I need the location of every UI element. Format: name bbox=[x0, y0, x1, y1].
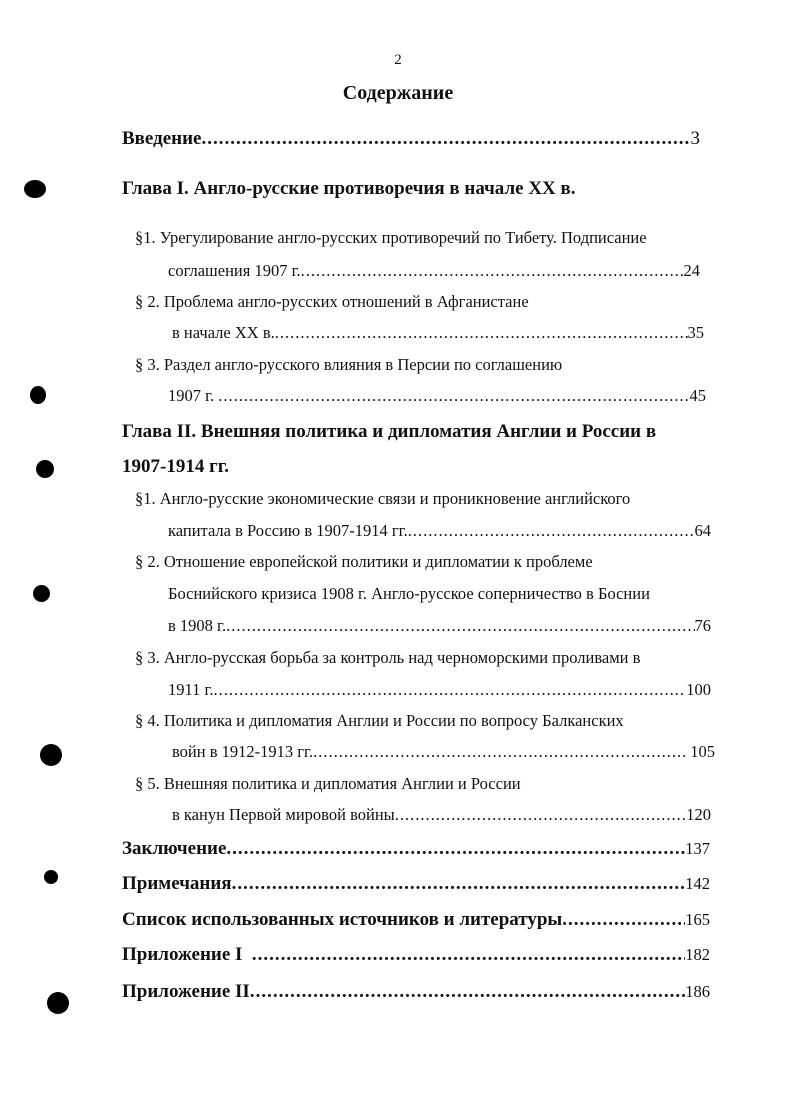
toc-entry-page: 64 bbox=[694, 521, 711, 540]
toc-leader-dots bbox=[562, 909, 685, 931]
page-title: Содержание bbox=[342, 82, 454, 104]
ch2-section-3-entry bbox=[168, 680, 711, 700]
toc-entry-sources bbox=[122, 909, 710, 931]
toc-leader-dots bbox=[232, 873, 686, 895]
ch2-section-3-line1: § 3. Англо-русская борьба за контроль над черноморскими проливами в bbox=[135, 648, 641, 667]
ch1-section-2-line1: § 2. Проблема англо-русских отношений в Афганистане bbox=[135, 292, 529, 311]
chapter-2-title-line2: 1907-1914 гг. bbox=[122, 456, 229, 477]
toc-entry-page: 137 bbox=[685, 839, 710, 858]
toc-entry-page: 120 bbox=[686, 805, 711, 824]
toc-entry-label: Приложение I bbox=[122, 944, 252, 965]
toc-entry-label: соглашения 1907 г. bbox=[168, 261, 301, 280]
toc-entry-page: 45 bbox=[689, 386, 706, 405]
toc-entry-page: 76 bbox=[694, 616, 711, 635]
toc-entry-label: в начале XX в. bbox=[172, 323, 275, 342]
toc-leader-dots bbox=[252, 944, 685, 966]
ch2-section-2-line2: Боснийского кризиса 1908 г. Англо-русское соперничество в Боснии bbox=[168, 584, 650, 603]
hole-punch-mark bbox=[36, 460, 54, 478]
toc-entry-page: 100 bbox=[686, 680, 711, 699]
toc-entry-notes bbox=[122, 873, 710, 895]
chapter-2-title-line1: Глава II. Внешняя политика и дипломатия Англии и России в bbox=[122, 421, 657, 442]
toc-entry-label: Заключение bbox=[122, 838, 227, 859]
ch2-section-2-entry bbox=[168, 616, 711, 636]
toc-entry-label: капитала в Россию в 1907-1914 гг. bbox=[168, 521, 408, 540]
ch1-section-2-entry bbox=[172, 323, 704, 343]
toc-entry-appendix-2 bbox=[122, 981, 710, 1003]
toc-leader-dots bbox=[395, 805, 687, 825]
hole-punch-mark bbox=[47, 992, 69, 1014]
toc-entry-label: войн в 1912-1913 гг. bbox=[172, 742, 314, 761]
toc-entry-label: 1911 г. bbox=[168, 680, 214, 699]
toc-leader-dots bbox=[226, 838, 685, 860]
toc-entry-page: 105 bbox=[686, 742, 715, 761]
hole-punch-mark bbox=[40, 744, 62, 766]
ch1-section-1-line1: §1. Урегулирование англо-русских противоречий по Тибету. Подписание bbox=[135, 228, 647, 247]
toc-entry-conclusion bbox=[122, 838, 710, 860]
toc-leader-dots bbox=[250, 981, 685, 1003]
toc-entry-page: 182 bbox=[685, 945, 710, 964]
toc-leader-dots bbox=[214, 680, 687, 700]
toc-leader-dots bbox=[275, 323, 688, 343]
toc-entry-label: в 1908 г. bbox=[168, 616, 227, 635]
hole-punch-mark bbox=[30, 386, 46, 404]
toc-leader-dots bbox=[226, 616, 694, 636]
toc-entry-label: в канун Первой мировой войны bbox=[172, 805, 395, 824]
page-number: 2 bbox=[394, 52, 402, 68]
ch2-section-1-entry bbox=[168, 521, 711, 541]
ch2-section-4-line1: § 4. Политика и дипломатия Англии и России по вопросу Балканских bbox=[135, 711, 624, 730]
toc-leader-dots bbox=[301, 261, 684, 281]
toc-entry-label: 1907 г. bbox=[168, 386, 219, 405]
hole-punch-mark bbox=[44, 870, 58, 884]
toc-entry-appendix-1 bbox=[122, 944, 710, 966]
toc-entry-page: 186 bbox=[685, 982, 710, 1001]
hole-punch-mark bbox=[24, 180, 46, 198]
toc-entry-page: 165 bbox=[685, 910, 710, 929]
ch2-section-5-line1: § 5. Внешняя политика и дипломатия Англии и России bbox=[135, 774, 521, 793]
ch2-section-2-line1: § 2. Отношение европейской политики и дипломатии к проблеме bbox=[135, 552, 593, 571]
toc-leader-dots bbox=[313, 742, 686, 762]
toc-entry-label: Список использованных источников и литературы bbox=[122, 909, 563, 930]
toc-entry-page: 35 bbox=[687, 323, 704, 342]
toc-entry-page: 24 bbox=[683, 261, 700, 280]
toc-entry-label: Введение bbox=[122, 128, 202, 149]
toc-leader-dots bbox=[218, 386, 689, 406]
ch1-section-3-entry bbox=[168, 386, 706, 406]
toc-entry-page: 3 bbox=[690, 128, 700, 149]
ch2-section-1-line1: §1. Англо-русские экономические связи и проникновение английского bbox=[135, 489, 631, 508]
toc-leader-dots bbox=[408, 521, 695, 541]
chapter-1-title: Глава I. Англо-русские противоречия в начале XX в. bbox=[122, 178, 576, 199]
toc-entry-intro bbox=[122, 128, 700, 150]
toc-entry-label: Приложение II bbox=[122, 981, 250, 1002]
toc-entry-label: Примечания bbox=[122, 873, 232, 894]
ch2-section-5-entry bbox=[172, 805, 711, 825]
hole-punch-mark bbox=[33, 585, 50, 602]
toc-entry-page: 142 bbox=[685, 874, 710, 893]
ch1-section-3-line1: § 3. Раздел англо-русского влияния в Персии по соглашению bbox=[135, 355, 563, 374]
ch1-section-1-entry bbox=[168, 261, 700, 281]
toc-leader-dots bbox=[202, 128, 691, 150]
ch2-section-4-entry bbox=[172, 742, 715, 762]
